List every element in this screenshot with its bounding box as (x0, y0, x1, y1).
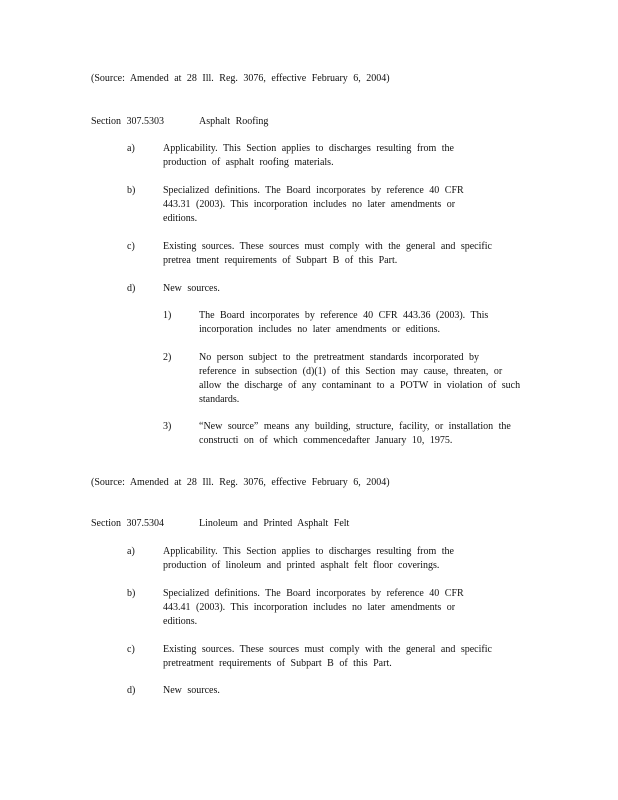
item-label: d) (127, 685, 136, 696)
item-text: New sources. (163, 685, 220, 696)
section-number: Section 307.5304 (91, 518, 164, 529)
section-title: Asphalt Roofing (199, 116, 269, 127)
source-note: (Source: Amended at 28 Ill. Reg. 3076, effective February 6, 2004) (91, 477, 390, 488)
subitem-text: No person subject to the pretreatment standards incorporated by reference in subsection (d)(1) of this Section may cause, threaten, or allow the discharge of any contaminant to a POTW in violation of such standards. (199, 352, 521, 405)
section-number: Section 307.5303 (91, 116, 164, 127)
item-label: b) (127, 185, 136, 196)
item-text: Applicability. This Section applies to discharges resulting from the production of asphalt roofing materials. (163, 143, 454, 168)
subitem-label: 1) (163, 310, 172, 321)
item-label: c) (127, 241, 135, 252)
item-text: Specialized definitions. The Board incorporates by reference 40 CFR 443.31 (2003). This incorporation includes no later amendments or editions. (163, 185, 464, 224)
item-text: Existing sources. These sources must comply with the general and specific pretrea tment requirements of Subpart B of this Part. (163, 241, 492, 266)
item-label: d) (127, 283, 136, 294)
item-text: Applicability. This Section applies to discharges resulting from the production of linoleum and printed asphalt felt floor coverings. (163, 546, 454, 571)
subitem-label: 3) (163, 421, 172, 432)
item-text: New sources. (163, 283, 220, 294)
item-label: b) (127, 588, 136, 599)
subitem-text: “New source” means any building, structure, facility, or installation the constructi on of which commencedafter January 10, 1975. (199, 421, 511, 446)
item-label: a) (127, 546, 135, 557)
subitem-text: The Board incorporates by reference 40 CFR 443.36 (2003). This incorporation includes no later amendments or editions. (199, 310, 489, 335)
item-label: c) (127, 644, 135, 655)
subitem-label: 2) (163, 352, 172, 363)
source-note: (Source: Amended at 28 Ill. Reg. 3076, effective February 6, 2004) (91, 73, 390, 84)
item-text: Existing sources. These sources must comply with the general and specific pretreatment requirements of Subpart B of this Part. (163, 644, 492, 669)
section-title: Linoleum and Printed Asphalt Felt (199, 518, 350, 529)
item-label: a) (127, 143, 135, 154)
item-text: Specialized definitions. The Board incorporates by reference 40 CFR 443.41 (2003). This incorporation includes no later amendments or editions. (163, 588, 464, 627)
